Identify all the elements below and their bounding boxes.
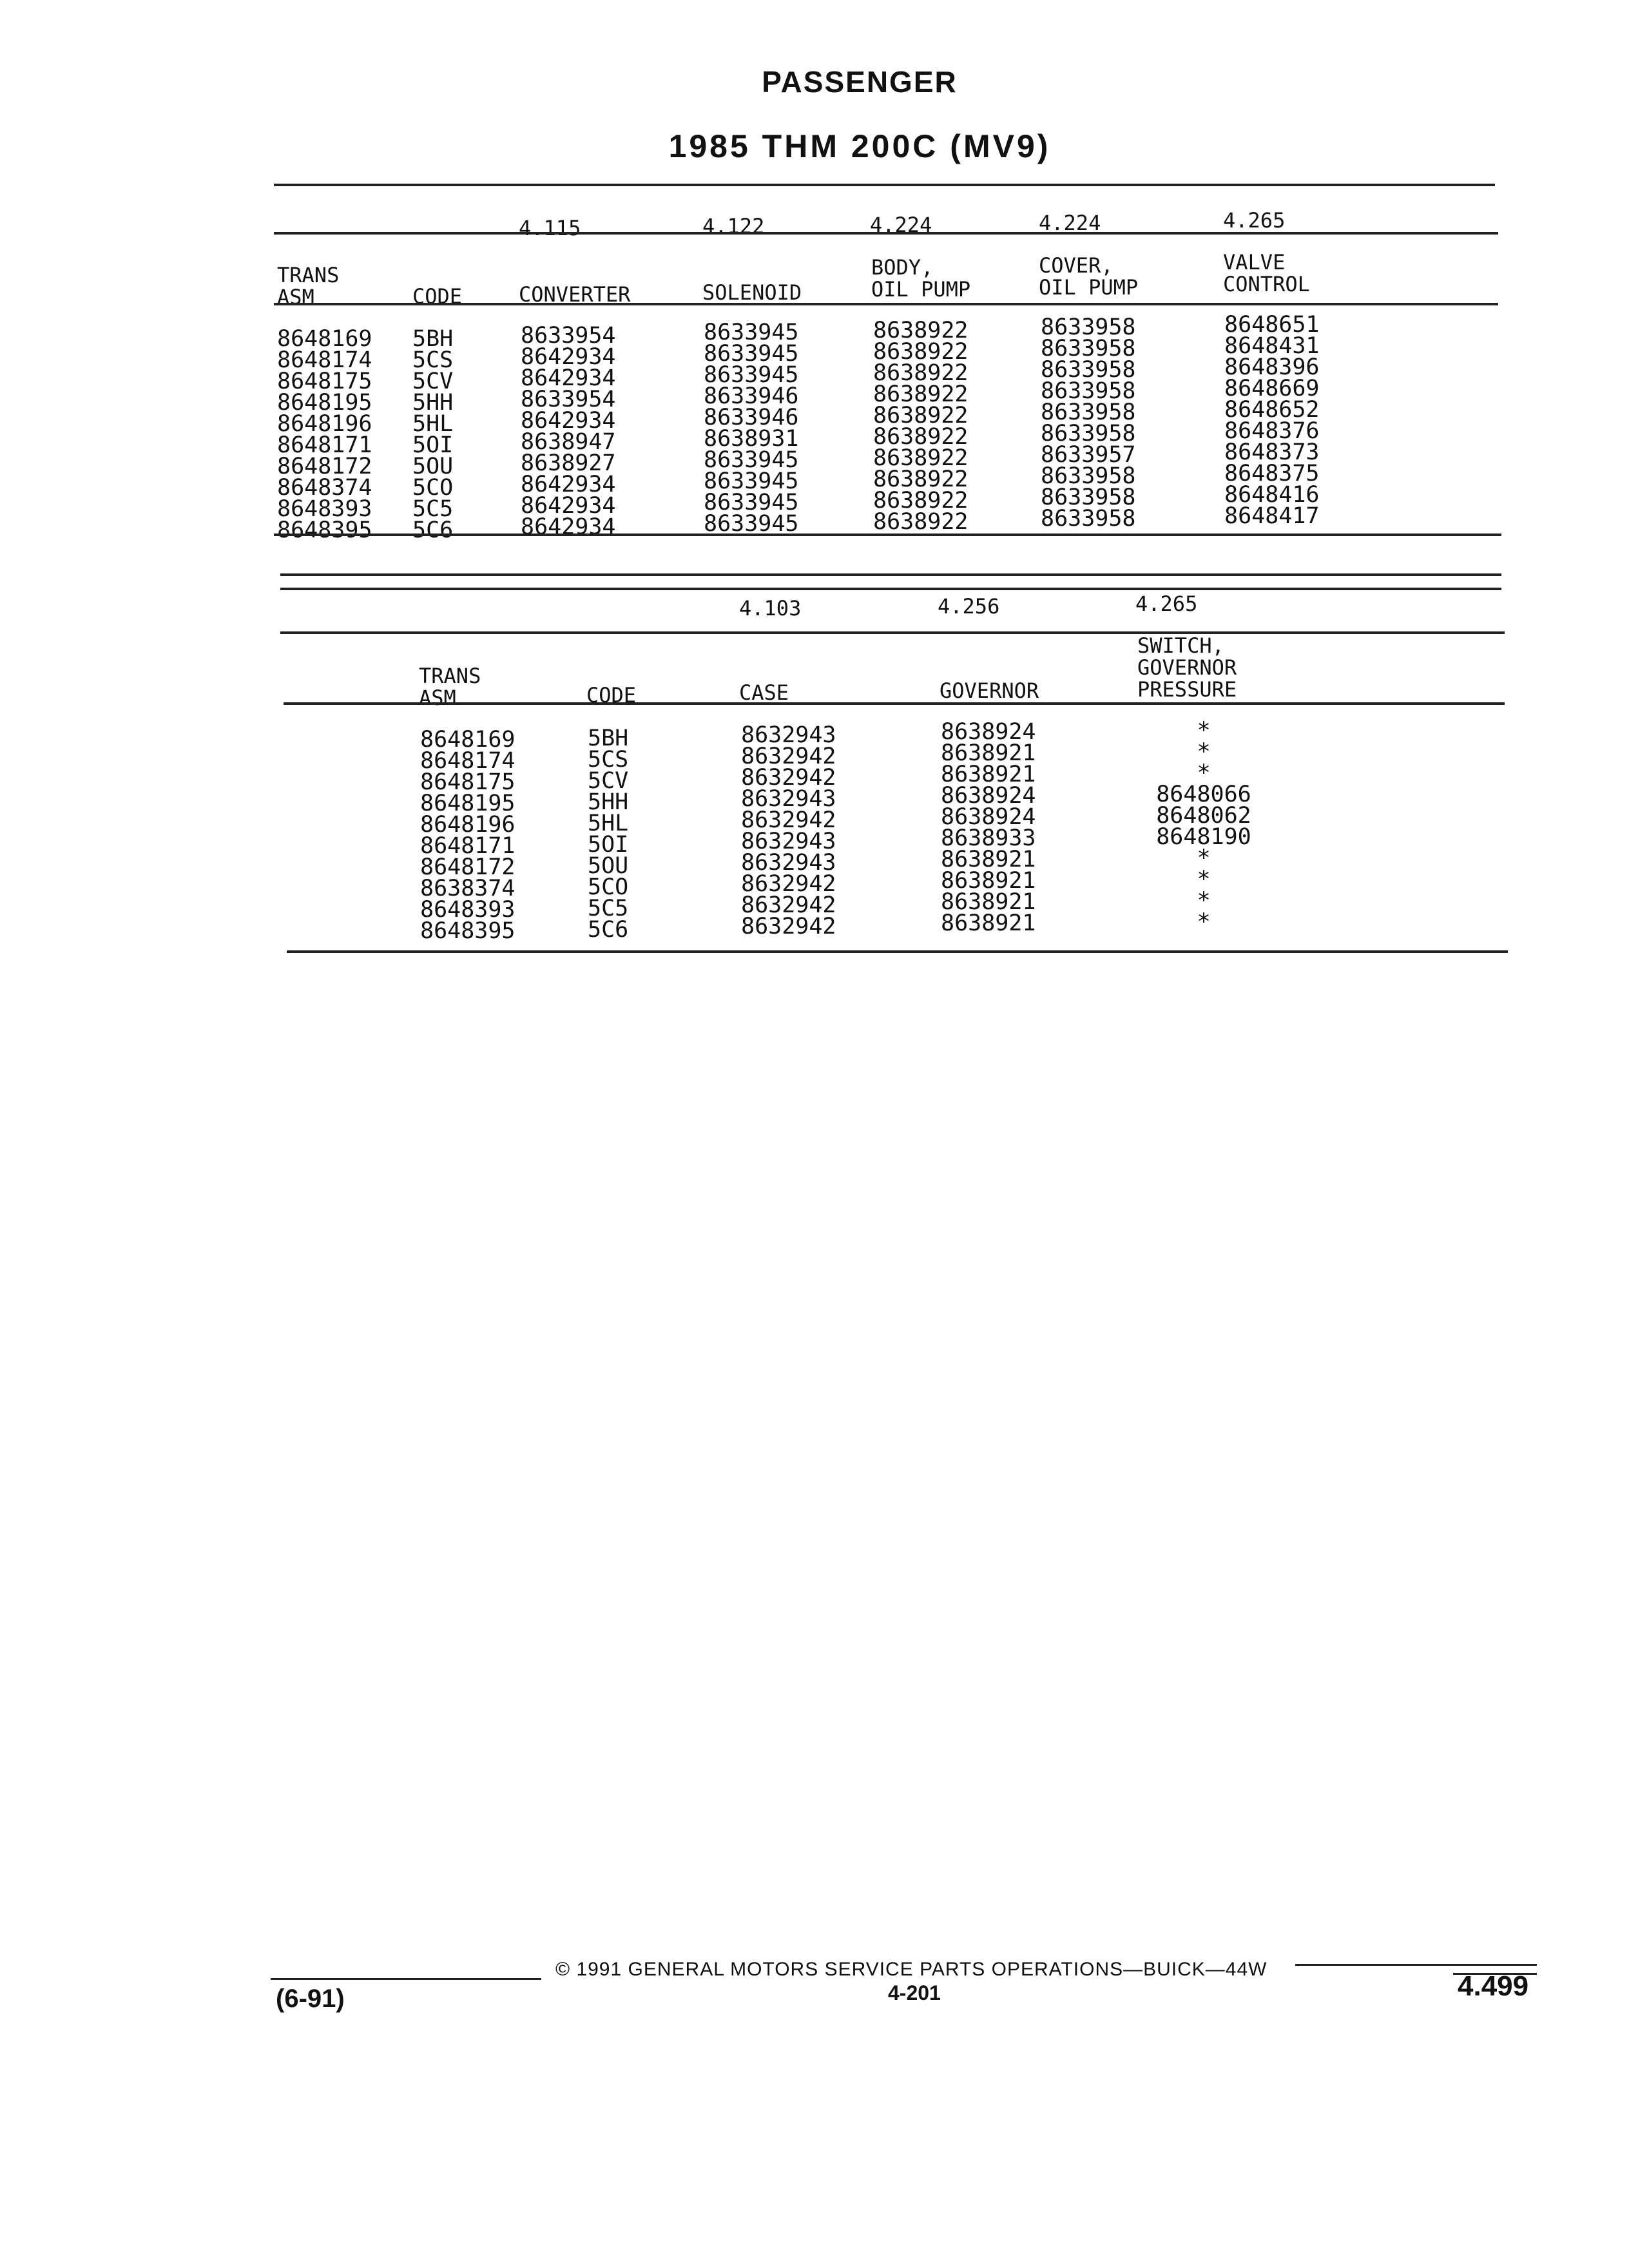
table-2-ref-case: 4.103: [739, 596, 802, 620]
table-cell: 8632942: [741, 807, 836, 833]
table-1-ref-converter: 4.115: [519, 216, 581, 240]
table-cell: 8633958: [1041, 336, 1136, 361]
table-2-header-case: CASE: [739, 680, 789, 705]
table-cell: 8648669: [1224, 376, 1320, 401]
table-cell: 8633958: [1041, 378, 1136, 404]
table-cell: *: [1197, 739, 1211, 765]
table-1-col-converter: [521, 325, 616, 538]
table-cell: 8632942: [741, 744, 836, 769]
table-2-header-trans-asm: TRANS ASM: [419, 664, 481, 710]
table-cell: *: [1197, 909, 1211, 935]
table-cell: 8633958: [1041, 314, 1136, 340]
table-cell: 8648393: [277, 496, 372, 522]
footer-copyright: © 1991 GENERAL MOTORS SERVICE PARTS OPERATIONS—BUICK—44W: [555, 1959, 1268, 1980]
table-cell: 5HH: [412, 390, 454, 416]
table-cell: 8638921: [941, 847, 1036, 872]
table-cell: 8638374: [420, 876, 516, 901]
table-cell: 8633945: [704, 320, 799, 345]
table-cell: 8648175: [277, 369, 372, 394]
table-cell: 8638921: [941, 740, 1036, 766]
table-cell: 8638921: [941, 910, 1036, 936]
table-cell: 5C6: [412, 517, 454, 543]
table-1-header-body-oil-pump: BODY, OIL PUMP: [871, 255, 971, 302]
table-cell: 8648190: [1156, 824, 1251, 850]
table-cell: 5OI: [412, 432, 454, 458]
table-cell: 5OU: [588, 853, 629, 879]
table-cell: 5C5: [412, 496, 454, 522]
table-cell: 8633945: [704, 362, 799, 388]
table-cell: 5CO: [412, 475, 454, 501]
footer-rule-left: [271, 1978, 541, 1980]
table-cell: 8648396: [1224, 354, 1320, 380]
table-cell: 8638921: [941, 762, 1036, 787]
table-2-ref-rule: [280, 631, 1505, 634]
table-cell: *: [1197, 888, 1211, 914]
table-cell: 8632943: [741, 722, 836, 748]
footer-date-code: (6-91): [276, 1984, 345, 2013]
table-cell: 8648196: [420, 812, 516, 838]
table-1-header-code: CODE: [412, 284, 463, 309]
table-cell: 8633954: [521, 387, 616, 412]
table-cell: 5C6: [588, 917, 629, 943]
table-cell: 8638922: [873, 339, 969, 365]
table-cell: 8633945: [704, 490, 799, 515]
table-cell: 8638921: [941, 868, 1036, 894]
table-cell: 8633958: [1041, 399, 1136, 425]
table-cell: 8648172: [277, 454, 372, 479]
table-cell: 8632942: [741, 892, 836, 918]
table-cell: 8648373: [1224, 439, 1320, 465]
table-cell: 8638922: [873, 360, 969, 386]
table-cell: 8633954: [521, 323, 616, 349]
table-2-col-code: [588, 728, 628, 941]
table-cell: 8638922: [873, 488, 969, 514]
table-cell: 8633946: [704, 383, 799, 409]
table-cell: 8638933: [941, 825, 1036, 851]
table-cell: 8633945: [704, 468, 799, 494]
table-cell: 5C5: [588, 896, 629, 921]
table-2-ref-switch: 4.265: [1135, 591, 1198, 616]
page-title: PASSENGER: [762, 65, 958, 99]
table-cell: 8642934: [521, 472, 616, 497]
table-cell: 8648171: [277, 432, 372, 458]
table-cell: *: [1197, 867, 1211, 892]
table-1-col-body-oil-pump: [873, 320, 969, 533]
table-1-header-valve-control: VALVE CONTROL: [1223, 250, 1310, 296]
table-cell: 8638921: [941, 889, 1036, 915]
table-2-col-governor: [941, 719, 1036, 936]
table-cell: 8648062: [1156, 803, 1251, 829]
table-cell: 8638922: [873, 403, 969, 428]
table-cell: 8642934: [521, 514, 616, 540]
table-cell: 8633958: [1041, 357, 1136, 383]
table-1-col-valve-control: [1224, 314, 1320, 527]
table-cell: 8633957: [1041, 442, 1136, 468]
table-cell: 8633945: [704, 511, 799, 537]
table-1-ref-body-oil-pump: 4.224: [870, 213, 932, 237]
table-cell: 8648169: [277, 326, 372, 352]
table-cell: 8633945: [704, 341, 799, 367]
table-cell: 8633945: [704, 447, 799, 473]
table-cell: 8638927: [521, 450, 616, 476]
table-cell: 8642934: [521, 408, 616, 434]
table-cell: 8638947: [521, 429, 616, 455]
table-cell: 8648175: [420, 769, 516, 795]
table-cell: 8633946: [704, 405, 799, 430]
table-cell: 8638924: [941, 783, 1036, 809]
table-cell: 8638924: [941, 719, 1036, 745]
table-cell: 8648651: [1224, 312, 1320, 338]
table-cell: 8642934: [521, 493, 616, 519]
table-cell: 5BH: [412, 326, 454, 352]
table-2-header-switch-governor-pressure: SWITCH, GOVERNOR PRESSURE: [1137, 633, 1237, 702]
table-cell: 8648374: [277, 475, 372, 501]
table-2-bottom-rule: [287, 950, 1508, 953]
table-cell: 8648066: [1156, 782, 1251, 807]
table-cell: 8638922: [873, 424, 969, 450]
table-cell: 8632942: [741, 765, 836, 791]
table-cell: 5CS: [588, 747, 629, 773]
table-cell: 8632943: [741, 850, 836, 876]
footer-page-number: 4.499: [1458, 1970, 1529, 2002]
table-cell: 5CS: [412, 347, 454, 373]
table-2-top-rule: [280, 573, 1501, 576]
table-1-col-cover-oil-pump: [1041, 314, 1136, 532]
table-cell: 5HH: [588, 789, 629, 815]
table-cell: 5CO: [588, 874, 629, 900]
table-cell: 8638924: [941, 804, 1036, 830]
table-cell: 8648376: [1224, 418, 1320, 444]
table-cell: 8648393: [420, 897, 516, 923]
table-1-ref-cover-oil-pump: 4.224: [1039, 211, 1101, 235]
table-1-col-trans-asm: [277, 326, 372, 543]
table-cell: 8638922: [873, 466, 969, 492]
table-cell: 5CV: [588, 768, 629, 794]
table-cell: 8648171: [420, 833, 516, 859]
table-cell: 8648195: [277, 390, 372, 416]
table-cell: *: [1197, 845, 1211, 871]
table-1-header-trans-asm: TRANS ASM: [277, 263, 340, 309]
table-1-col-solenoid: [704, 322, 799, 535]
table-cell: 8633958: [1041, 421, 1136, 447]
page-subtitle: 1985 THM 200C (MV9): [668, 128, 1051, 164]
table-cell: 8648652: [1224, 397, 1320, 423]
table-cell: 8648172: [420, 854, 516, 880]
table-2-col-trans-asm: [420, 729, 516, 942]
table-cell: 8638922: [873, 381, 969, 407]
table-cell: 8638922: [873, 445, 969, 471]
table-cell: 8648174: [277, 347, 372, 373]
table-cell: 8648375: [1224, 461, 1320, 486]
table-cell: 5OI: [588, 832, 629, 858]
table-cell: 5BH: [588, 726, 629, 751]
table-1-bottom-rule: [274, 533, 1501, 536]
table-cell: 8633958: [1041, 485, 1136, 510]
table-cell: 8648395: [420, 918, 516, 944]
table-cell: 8632943: [741, 829, 836, 854]
table-cell: 8648195: [420, 791, 516, 816]
table-cell: 8648174: [420, 748, 516, 774]
table-2-ref-governor: 4.256: [938, 594, 1000, 619]
footer-page-ref: 4-201: [888, 1981, 941, 2004]
table-cell: 8648431: [1224, 333, 1320, 359]
table-cell: 8632943: [741, 786, 836, 812]
table-cell: 8648395: [277, 517, 372, 543]
table-cell: 8648416: [1224, 482, 1320, 508]
table-cell: 8638931: [704, 426, 799, 452]
table-cell: 8632942: [741, 871, 836, 897]
table-cell: 8648169: [420, 727, 516, 753]
table-2-top-rule-2: [280, 588, 1501, 590]
table-cell: 8632942: [741, 914, 836, 939]
table-1-header-cover-oil-pump: COVER, OIL PUMP: [1039, 253, 1139, 300]
table-2-header-governor: GOVERNOR: [940, 678, 1039, 703]
table-cell: 8642934: [521, 365, 616, 391]
table-1-header-solenoid: SOLENOID: [702, 280, 802, 305]
table-cell: 5CV: [412, 369, 454, 394]
table-2-col-switch-governor-pressure: [1139, 720, 1268, 933]
table-cell: 5HL: [412, 411, 454, 437]
table-1-header-rule: [274, 303, 1498, 305]
table-1-col-code: [412, 326, 454, 543]
table-cell: 8638922: [873, 509, 969, 535]
table-2-header-rule: [284, 702, 1505, 705]
table-cell: 5HL: [588, 811, 629, 836]
table-cell: 8638922: [873, 318, 969, 343]
table-cell: *: [1197, 718, 1211, 744]
table-1-top-rule: [274, 184, 1495, 186]
table-1-header-converter: CONVERTER: [519, 282, 631, 307]
table-2-col-case: [741, 722, 836, 939]
table-cell: 8648417: [1224, 503, 1320, 529]
table-cell: 8648196: [277, 411, 372, 437]
table-cell: *: [1197, 760, 1211, 786]
table-cell: 5OU: [412, 454, 454, 479]
table-cell: 8633958: [1041, 463, 1136, 489]
table-cell: 8633958: [1041, 506, 1136, 532]
table-cell: 8642934: [521, 344, 616, 370]
table-1-ref-solenoid: 4.122: [702, 214, 765, 238]
table-2-header-code: CODE: [586, 683, 637, 707]
table-1-ref-valve-control: 4.265: [1223, 208, 1286, 233]
footer-rule-right: [1295, 1964, 1537, 1966]
table-1-ref-rule: [274, 232, 1498, 235]
